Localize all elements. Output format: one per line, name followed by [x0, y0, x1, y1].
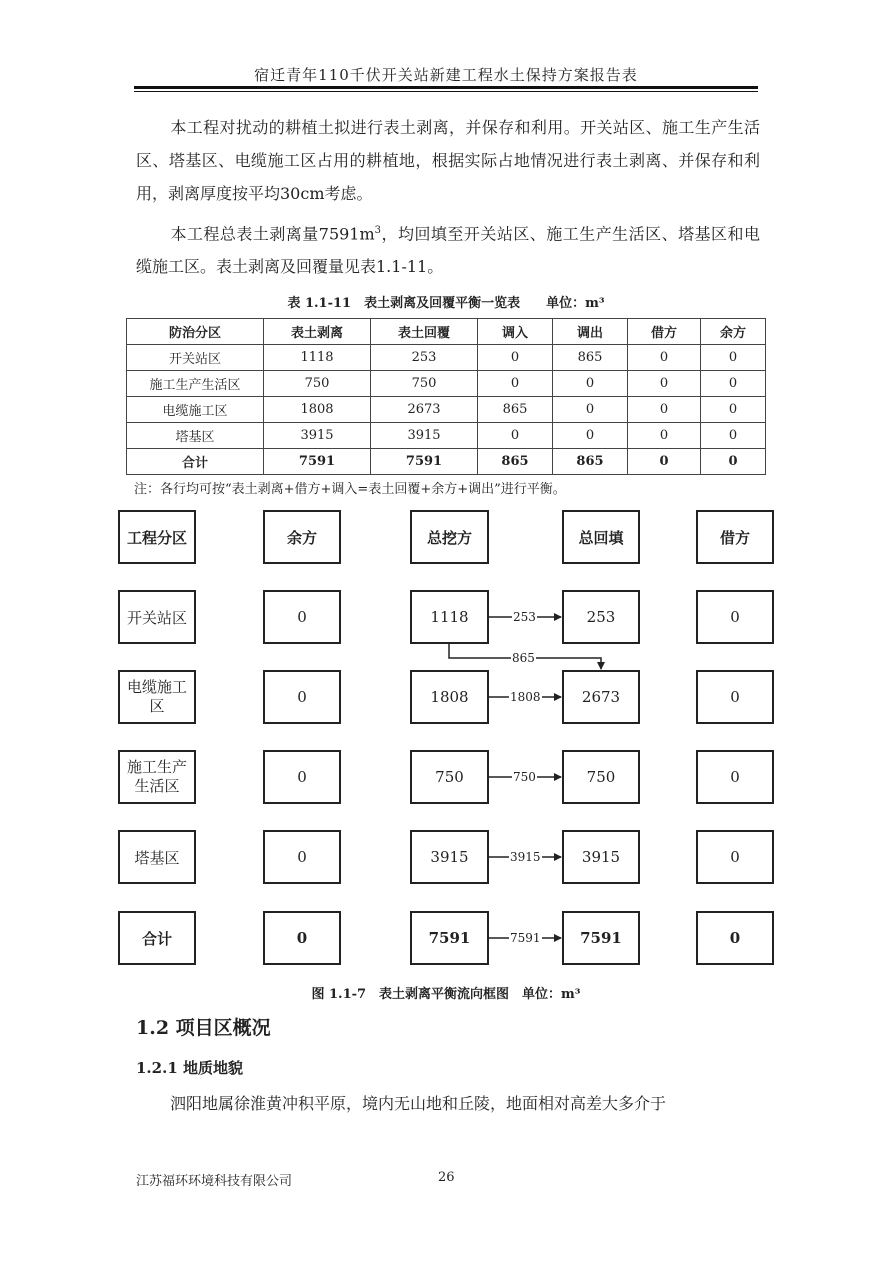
flow-arrow-label: 3915 — [510, 850, 541, 864]
flow-borrow-box: 0 — [696, 830, 774, 884]
table-cell: 0 — [701, 449, 766, 475]
table-header-cell: 余方 — [701, 319, 766, 345]
flow-borrow-box: 0 — [696, 911, 774, 965]
table-cell: 3915 — [264, 423, 371, 449]
table-caption: 表 1.1-11 表土剥离及回覆平衡一览表 单位：m³ — [287, 296, 605, 311]
table-cell: 0 — [553, 397, 628, 423]
flow-fill-box: 2673 — [562, 670, 640, 724]
table-header-cell: 调出 — [553, 319, 628, 345]
transfer-arrow-label: 865 — [512, 651, 535, 665]
flow-dig-box: 3915 — [410, 830, 489, 884]
table-cell: 0 — [478, 423, 553, 449]
table-cell: 7591 — [371, 449, 478, 475]
table-cell: 7591 — [264, 449, 371, 475]
table-cell: 750 — [264, 371, 371, 397]
flow-arrow-label: 253 — [513, 610, 536, 624]
flow-arrow-label: 1808 — [510, 690, 541, 704]
flow-dig-box: 750 — [410, 750, 489, 804]
table-cell: 2673 — [371, 397, 478, 423]
table-cell: 865 — [553, 345, 628, 371]
table-header-cell: 防治分区 — [127, 319, 264, 345]
table-cell: 0 — [553, 371, 628, 397]
table-cell: 0 — [701, 397, 766, 423]
table-cell: 1118 — [264, 345, 371, 371]
table-header-cell: 调入 — [478, 319, 553, 345]
table-header-cell: 表土剥离 — [264, 319, 371, 345]
flow-zone-box: 塔基区 — [118, 830, 196, 884]
table-cell: 电缆施工区 — [127, 397, 264, 423]
flow-surplus-box: 0 — [263, 750, 341, 804]
flow-surplus-box: 0 — [263, 911, 341, 965]
paragraph-geology: 泗阳地属徐淮黄冲积平原，境内无山地和丘陵，地面相对高差大多介于 — [170, 1094, 667, 1113]
flow-arrow-label: 750 — [513, 770, 536, 784]
flow-fill-box: 7591 — [562, 911, 640, 965]
flow-header-surplus: 余方 — [263, 510, 341, 564]
table-cell: 0 — [628, 371, 701, 397]
table-cell: 开关站区 — [127, 345, 264, 371]
flow-fill-box: 3915 — [562, 830, 640, 884]
footer-company: 江苏福环环境科技有限公司 — [136, 1174, 293, 1189]
page-number: 26 — [438, 1170, 455, 1185]
table-header-cell: 表土回覆 — [371, 319, 478, 345]
table-cell: 0 — [478, 345, 553, 371]
table-cell: 865 — [478, 449, 553, 475]
flow-dig-box: 1808 — [410, 670, 489, 724]
table-header-cell: 借方 — [628, 319, 701, 345]
table-cell: 施工生产生活区 — [127, 371, 264, 397]
table-cell: 253 — [371, 345, 478, 371]
flow-zone-box: 电缆施工区 — [118, 670, 196, 724]
flow-header-fill: 总回填 — [562, 510, 640, 564]
table-cell: 3915 — [371, 423, 478, 449]
table-cell: 0 — [628, 449, 701, 475]
table-cell: 0 — [701, 371, 766, 397]
table-cell: 1808 — [264, 397, 371, 423]
table-cell: 0 — [553, 423, 628, 449]
table-cell: 0 — [628, 423, 701, 449]
flow-fill-box: 253 — [562, 590, 640, 644]
paragraph-topsoil-stripping: 本工程对扰动的耕植土拟进行表土剥离，并保存和利用。开关站区、施工生产生活区、塔基区、电缆施工区占用的耕植地，根据实际占地情况进行表土剥离、并保存和利用，剥离厚度按平均30cm考虑。 — [136, 118, 760, 203]
flow-borrow-box: 0 — [696, 670, 774, 724]
table-cell: 塔基区 — [127, 423, 264, 449]
flow-dig-box: 1118 — [410, 590, 489, 644]
table-cell: 865 — [478, 397, 553, 423]
flow-header-borrow: 借方 — [696, 510, 774, 564]
table-cell: 0 — [628, 397, 701, 423]
flow-header-dig: 总挖方 — [410, 510, 489, 564]
table-cell: 合计 — [127, 449, 264, 475]
flow-zone-box-total: 合计 — [118, 911, 196, 965]
flow-surplus-box: 0 — [263, 590, 341, 644]
flow-zone-box: 施工生产生活区 — [118, 750, 196, 804]
table-cell: 0 — [701, 345, 766, 371]
flow-arrow-label: 7591 — [510, 931, 541, 945]
table-cell: 865 — [553, 449, 628, 475]
flow-borrow-box: 0 — [696, 590, 774, 644]
table-note: 注：各行均可按“表土剥离+借方+调入=表土回覆+余方+调出”进行平衡。 — [134, 482, 566, 497]
figure-caption: 图 1.1-7 表土剥离平衡流向框图 单位：m³ — [311, 987, 581, 1002]
flow-surplus-box: 0 — [263, 830, 341, 884]
flow-surplus-box: 0 — [263, 670, 341, 724]
flow-zone-box: 开关站区 — [118, 590, 196, 644]
page-header-title: 宿迁青年110千伏开关站新建工程水土保持方案报告表 — [254, 66, 638, 84]
table-cell: 750 — [371, 371, 478, 397]
table-cell: 0 — [628, 345, 701, 371]
section-heading: 1.2 项目区概况 — [136, 1017, 271, 1039]
flow-borrow-box: 0 — [696, 750, 774, 804]
paragraph-topsoil-total: 本工程总表土剥离量$7591m^3$，均回填至开关站区、施工生产生活区、塔基区和电缆施工区。表土剥离及回覆量见表1.1-11。 — [136, 224, 760, 277]
table-cell: 0 — [478, 371, 553, 397]
subsection-heading: 1.2.1 地质地貌 — [136, 1059, 243, 1077]
flow-header-zone: 工程分区 — [118, 510, 196, 564]
table-cell: 0 — [701, 423, 766, 449]
flow-dig-box: 7591 — [410, 911, 489, 965]
flow-fill-box: 750 — [562, 750, 640, 804]
